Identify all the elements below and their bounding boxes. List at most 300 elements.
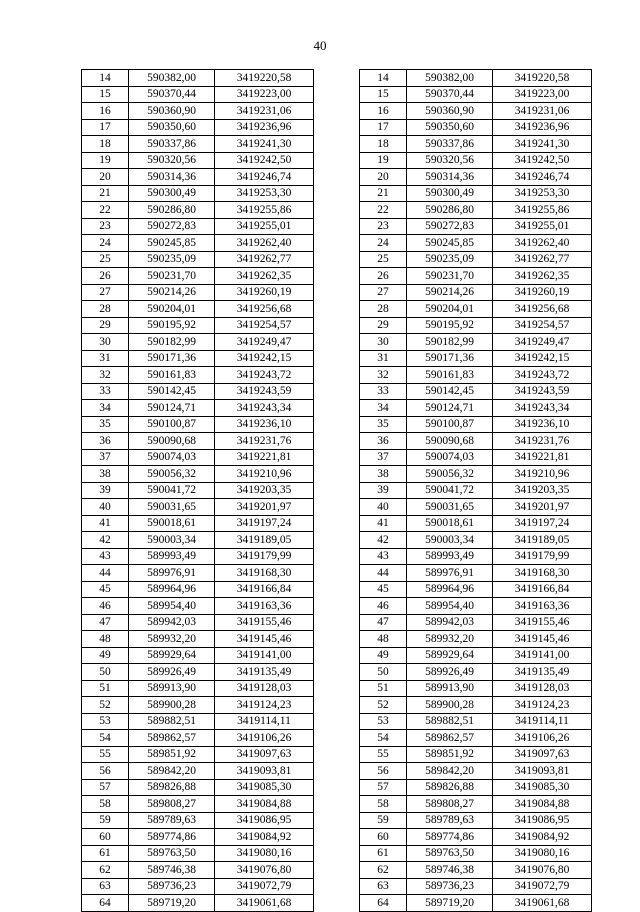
column-gap [314,829,360,846]
left-point-number: 17 [82,119,129,136]
left-x-coordinate: 590124,71 [129,400,215,417]
left-y-coordinate: 3419097,63 [215,746,314,763]
left-x-coordinate: 589964,96 [129,581,215,598]
right-point-number: 54 [360,730,407,747]
left-point-number: 41 [82,515,129,532]
left-y-coordinate: 3419080,16 [215,845,314,862]
column-gap [314,284,360,301]
left-x-coordinate: 590214,26 [129,284,215,301]
left-y-coordinate: 3419093,81 [215,763,314,780]
right-point-number: 62 [360,862,407,879]
column-gap [314,746,360,763]
right-y-coordinate: 3419231,06 [493,103,592,120]
column-gap [314,796,360,813]
table-row [82,895,592,912]
table-row [82,383,592,400]
left-x-coordinate: 590204,01 [129,301,215,318]
left-y-coordinate: 3419231,06 [215,103,314,120]
left-point-number: 49 [82,647,129,664]
right-y-coordinate: 3419255,86 [493,202,592,219]
table-row [82,829,592,846]
right-point-number: 55 [360,746,407,763]
left-point-number: 58 [82,796,129,813]
table-row [82,779,592,796]
right-point-number: 52 [360,697,407,714]
right-y-coordinate: 3419106,26 [493,730,592,747]
column-gap [314,367,360,384]
table-row [82,680,592,697]
right-x-coordinate: 589942,03 [407,614,493,631]
left-x-coordinate: 589736,23 [129,878,215,895]
table-row [82,70,592,87]
column-gap [314,614,360,631]
table-row [82,136,592,153]
left-point-number: 38 [82,466,129,483]
right-point-number: 22 [360,202,407,219]
right-x-coordinate: 590031,65 [407,499,493,516]
table-row [82,400,592,417]
left-y-coordinate: 3419141,00 [215,647,314,664]
right-point-number: 31 [360,350,407,367]
column-gap [314,433,360,450]
left-x-coordinate: 590235,09 [129,251,215,268]
right-point-number: 32 [360,367,407,384]
left-y-coordinate: 3419243,34 [215,400,314,417]
left-x-coordinate: 589932,20 [129,631,215,648]
left-point-number: 46 [82,598,129,615]
right-y-coordinate: 3419242,50 [493,152,592,169]
left-y-coordinate: 3419128,03 [215,680,314,697]
right-point-number: 63 [360,878,407,895]
right-x-coordinate: 590003,34 [407,532,493,549]
right-x-coordinate: 590337,86 [407,136,493,153]
left-x-coordinate: 590090,68 [129,433,215,450]
left-point-number: 54 [82,730,129,747]
left-x-coordinate: 589842,20 [129,763,215,780]
right-point-number: 26 [360,268,407,285]
left-y-coordinate: 3419114,11 [215,713,314,730]
table-row [82,202,592,219]
left-point-number: 26 [82,268,129,285]
left-x-coordinate: 589774,86 [129,829,215,846]
left-x-coordinate: 590382,00 [129,70,215,87]
right-y-coordinate: 3419085,30 [493,779,592,796]
column-gap [314,119,360,136]
right-x-coordinate: 590314,36 [407,169,493,186]
right-point-number: 50 [360,664,407,681]
left-y-coordinate: 3419179,99 [215,548,314,565]
left-point-number: 35 [82,416,129,433]
right-x-coordinate: 589976,91 [407,565,493,582]
left-y-coordinate: 3419085,30 [215,779,314,796]
right-y-coordinate: 3419255,01 [493,218,592,235]
column-gap [314,202,360,219]
table-row [82,350,592,367]
right-y-coordinate: 3419236,96 [493,119,592,136]
right-y-coordinate: 3419163,36 [493,598,592,615]
left-x-coordinate: 590320,56 [129,152,215,169]
left-x-coordinate: 590003,34 [129,532,215,549]
right-x-coordinate: 589913,90 [407,680,493,697]
table-row [82,730,592,747]
table-row [82,664,592,681]
column-gap [314,878,360,895]
right-x-coordinate: 590320,56 [407,152,493,169]
right-y-coordinate: 3419223,00 [493,86,592,103]
right-y-coordinate: 3419093,81 [493,763,592,780]
right-point-number: 45 [360,581,407,598]
left-y-coordinate: 3419197,24 [215,515,314,532]
left-point-number: 45 [82,581,129,598]
right-y-coordinate: 3419236,10 [493,416,592,433]
column-gap [314,103,360,120]
left-point-number: 18 [82,136,129,153]
column-gap [314,581,360,598]
right-point-number: 49 [360,647,407,664]
column-gap [314,350,360,367]
column-gap [314,779,360,796]
left-point-number: 25 [82,251,129,268]
table-row [82,812,592,829]
table-row [82,284,592,301]
left-point-number: 64 [82,895,129,912]
left-x-coordinate: 589789,63 [129,812,215,829]
left-y-coordinate: 3419256,68 [215,301,314,318]
right-x-coordinate: 590231,70 [407,268,493,285]
left-point-number: 15 [82,86,129,103]
right-y-coordinate: 3419220,58 [493,70,592,87]
table-row [82,647,592,664]
left-y-coordinate: 3419236,10 [215,416,314,433]
left-point-number: 61 [82,845,129,862]
column-gap [314,416,360,433]
left-point-number: 36 [82,433,129,450]
table-row [82,185,592,202]
right-point-number: 14 [360,70,407,87]
right-y-coordinate: 3419249,47 [493,334,592,351]
left-x-coordinate: 589851,92 [129,746,215,763]
left-point-number: 30 [82,334,129,351]
left-point-number: 48 [82,631,129,648]
right-point-number: 37 [360,449,407,466]
right-point-number: 48 [360,631,407,648]
right-point-number: 35 [360,416,407,433]
table-row [82,845,592,862]
left-y-coordinate: 3419086,95 [215,812,314,829]
right-x-coordinate: 590056,32 [407,466,493,483]
right-x-coordinate: 590214,26 [407,284,493,301]
left-y-coordinate: 3419084,92 [215,829,314,846]
table-row [82,763,592,780]
table-row [82,86,592,103]
left-y-coordinate: 3419163,36 [215,598,314,615]
left-point-number: 43 [82,548,129,565]
left-y-coordinate: 3419255,01 [215,218,314,235]
table-row [82,235,592,252]
right-y-coordinate: 3419086,95 [493,812,592,829]
right-x-coordinate: 590018,61 [407,515,493,532]
column-gap [314,862,360,879]
column-gap [314,812,360,829]
right-y-coordinate: 3419189,05 [493,532,592,549]
left-x-coordinate: 589808,27 [129,796,215,813]
coordinates-table [81,69,592,912]
left-y-coordinate: 3419124,23 [215,697,314,714]
left-y-coordinate: 3419246,74 [215,169,314,186]
table-row [82,449,592,466]
left-y-coordinate: 3419221,81 [215,449,314,466]
left-x-coordinate: 590171,36 [129,350,215,367]
left-point-number: 56 [82,763,129,780]
table-row [82,103,592,120]
left-point-number: 23 [82,218,129,235]
column-gap [314,763,360,780]
left-point-number: 24 [82,235,129,252]
table-row [82,631,592,648]
left-x-coordinate: 590231,70 [129,268,215,285]
right-y-coordinate: 3419256,68 [493,301,592,318]
right-y-coordinate: 3419246,74 [493,169,592,186]
left-point-number: 31 [82,350,129,367]
right-point-number: 59 [360,812,407,829]
right-point-number: 46 [360,598,407,615]
left-y-coordinate: 3419242,15 [215,350,314,367]
right-y-coordinate: 3419084,92 [493,829,592,846]
column-gap [314,334,360,351]
left-y-coordinate: 3419135,49 [215,664,314,681]
left-y-coordinate: 3419168,30 [215,565,314,582]
left-point-number: 42 [82,532,129,549]
right-y-coordinate: 3419166,84 [493,581,592,598]
column-gap [314,235,360,252]
right-x-coordinate: 590100,87 [407,416,493,433]
right-x-coordinate: 590204,01 [407,301,493,318]
right-y-coordinate: 3419262,77 [493,251,592,268]
right-point-number: 39 [360,482,407,499]
left-point-number: 50 [82,664,129,681]
left-x-coordinate: 590161,83 [129,367,215,384]
left-x-coordinate: 589746,38 [129,862,215,879]
table-row [82,334,592,351]
left-point-number: 37 [82,449,129,466]
table-row [82,251,592,268]
left-x-coordinate: 590286,80 [129,202,215,219]
left-y-coordinate: 3419220,58 [215,70,314,87]
column-gap [314,383,360,400]
right-point-number: 56 [360,763,407,780]
right-x-coordinate: 590090,68 [407,433,493,450]
left-x-coordinate: 590142,45 [129,383,215,400]
coordinates-table-body [82,70,592,912]
left-x-coordinate: 590300,49 [129,185,215,202]
left-y-coordinate: 3419061,68 [215,895,314,912]
column-gap [314,680,360,697]
table-row [82,532,592,549]
left-point-number: 33 [82,383,129,400]
left-x-coordinate: 590182,99 [129,334,215,351]
right-point-number: 57 [360,779,407,796]
right-y-coordinate: 3419076,80 [493,862,592,879]
left-y-coordinate: 3419231,76 [215,433,314,450]
left-point-number: 20 [82,169,129,186]
left-point-number: 29 [82,317,129,334]
right-x-coordinate: 590124,71 [407,400,493,417]
left-y-coordinate: 3419155,46 [215,614,314,631]
column-gap [314,713,360,730]
left-point-number: 57 [82,779,129,796]
right-point-number: 23 [360,218,407,235]
right-x-coordinate: 590041,72 [407,482,493,499]
right-y-coordinate: 3419231,76 [493,433,592,450]
right-y-coordinate: 3419155,46 [493,614,592,631]
right-y-coordinate: 3419221,81 [493,449,592,466]
left-x-coordinate: 589882,51 [129,713,215,730]
right-y-coordinate: 3419241,30 [493,136,592,153]
column-gap [314,169,360,186]
column-gap [314,301,360,318]
left-point-number: 40 [82,499,129,516]
column-gap [314,482,360,499]
right-x-coordinate: 589862,57 [407,730,493,747]
right-x-coordinate: 589926,49 [407,664,493,681]
right-y-coordinate: 3419262,35 [493,268,592,285]
column-gap [314,317,360,334]
right-x-coordinate: 589774,86 [407,829,493,846]
left-x-coordinate: 590370,44 [129,86,215,103]
left-y-coordinate: 3419210,96 [215,466,314,483]
right-point-number: 34 [360,400,407,417]
left-point-number: 44 [82,565,129,582]
left-y-coordinate: 3419106,26 [215,730,314,747]
left-y-coordinate: 3419241,30 [215,136,314,153]
table-row [82,581,592,598]
left-y-coordinate: 3419254,57 [215,317,314,334]
right-point-number: 42 [360,532,407,549]
column-gap [314,515,360,532]
right-x-coordinate: 589993,49 [407,548,493,565]
left-y-coordinate: 3419262,77 [215,251,314,268]
right-x-coordinate: 590245,85 [407,235,493,252]
left-y-coordinate: 3419072,79 [215,878,314,895]
right-x-coordinate: 590286,80 [407,202,493,219]
right-x-coordinate: 590272,83 [407,218,493,235]
right-y-coordinate: 3419262,40 [493,235,592,252]
right-x-coordinate: 589763,50 [407,845,493,862]
right-point-number: 38 [360,466,407,483]
right-x-coordinate: 589736,23 [407,878,493,895]
right-x-coordinate: 589826,88 [407,779,493,796]
left-y-coordinate: 3419242,50 [215,152,314,169]
column-gap [314,532,360,549]
column-gap [314,730,360,747]
right-point-number: 41 [360,515,407,532]
left-x-coordinate: 590195,92 [129,317,215,334]
column-gap [314,697,360,714]
right-y-coordinate: 3419243,34 [493,400,592,417]
left-y-coordinate: 3419203,35 [215,482,314,499]
right-x-coordinate: 590182,99 [407,334,493,351]
column-gap [314,845,360,862]
column-gap [314,152,360,169]
right-y-coordinate: 3419124,23 [493,697,592,714]
left-y-coordinate: 3419236,96 [215,119,314,136]
right-x-coordinate: 589900,28 [407,697,493,714]
table-row [82,746,592,763]
left-y-coordinate: 3419145,46 [215,631,314,648]
left-point-number: 21 [82,185,129,202]
column-gap [314,466,360,483]
right-point-number: 28 [360,301,407,318]
column-gap [314,598,360,615]
table-row [82,697,592,714]
left-x-coordinate: 589763,50 [129,845,215,862]
right-y-coordinate: 3419080,16 [493,845,592,862]
right-point-number: 33 [360,383,407,400]
right-point-number: 58 [360,796,407,813]
right-x-coordinate: 590171,36 [407,350,493,367]
left-y-coordinate: 3419262,40 [215,235,314,252]
right-x-coordinate: 589808,27 [407,796,493,813]
left-x-coordinate: 590360,90 [129,103,215,120]
column-gap [314,565,360,582]
left-y-coordinate: 3419243,72 [215,367,314,384]
left-point-number: 53 [82,713,129,730]
right-y-coordinate: 3419097,63 [493,746,592,763]
left-point-number: 62 [82,862,129,879]
right-y-coordinate: 3419254,57 [493,317,592,334]
right-point-number: 30 [360,334,407,351]
right-point-number: 43 [360,548,407,565]
left-y-coordinate: 3419253,30 [215,185,314,202]
left-point-number: 14 [82,70,129,87]
right-y-coordinate: 3419201,97 [493,499,592,516]
left-x-coordinate: 590350,60 [129,119,215,136]
left-point-number: 28 [82,301,129,318]
column-gap [314,548,360,565]
right-point-number: 64 [360,895,407,912]
column-gap [314,218,360,235]
table-row [82,152,592,169]
right-y-coordinate: 3419114,11 [493,713,592,730]
right-x-coordinate: 590350,60 [407,119,493,136]
table-row [82,499,592,516]
column-gap [314,664,360,681]
left-point-number: 16 [82,103,129,120]
right-y-coordinate: 3419197,24 [493,515,592,532]
left-x-coordinate: 589976,91 [129,565,215,582]
right-point-number: 40 [360,499,407,516]
right-y-coordinate: 3419260,19 [493,284,592,301]
right-y-coordinate: 3419135,49 [493,664,592,681]
left-y-coordinate: 3419260,19 [215,284,314,301]
left-point-number: 39 [82,482,129,499]
left-x-coordinate: 590272,83 [129,218,215,235]
table-row [82,482,592,499]
column-gap [314,136,360,153]
right-point-number: 61 [360,845,407,862]
right-y-coordinate: 3419168,30 [493,565,592,582]
right-point-number: 60 [360,829,407,846]
table-row [82,598,592,615]
table-row [82,301,592,318]
table-row [82,565,592,582]
right-point-number: 21 [360,185,407,202]
table-row [82,433,592,450]
right-point-number: 53 [360,713,407,730]
right-point-number: 36 [360,433,407,450]
table-row [82,119,592,136]
column-gap [314,631,360,648]
